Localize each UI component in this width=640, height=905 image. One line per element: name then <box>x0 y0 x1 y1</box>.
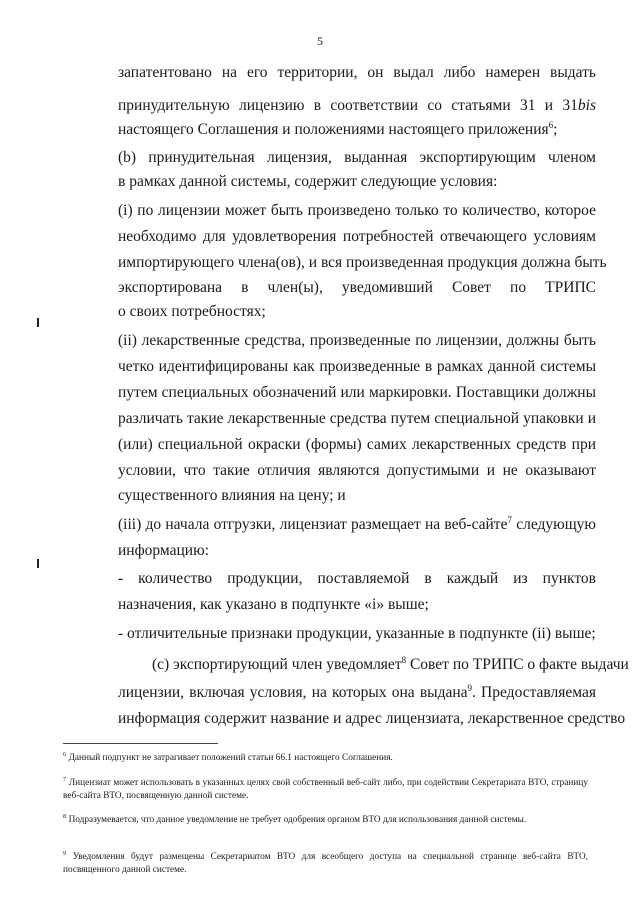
body-line: информация содержит название и адрес лицензиата, лекарственное средство <box>118 710 626 727</box>
body-line: существенного влияния на цену; и <box>118 487 346 504</box>
body-line: назначения, как указано в подпункте «i» выше; <box>118 596 429 613</box>
body-line: принудительную лицензию в соответствии со статьями 31 и 31bis <box>118 97 596 114</box>
body-line: различать такие лекарственные средства путем специальной упаковки и <box>118 410 596 427</box>
list-item-quantity: - количество продукции, поставляемой в каждый из пунктов <box>118 570 596 587</box>
footnote-ref-9: 9 <box>467 683 473 693</box>
footnote-ref-8: 8 <box>401 655 407 665</box>
body-line: в рамках данной системы, содержит следующие условия: <box>118 173 498 190</box>
clause-i: (i) по лицензии может быть произведено только то количество, которое <box>118 202 596 219</box>
footnote-6: $^6$ Данный подпункт не затрагивает положений статьи 66.1 настоящего Соглашения. <box>63 751 393 763</box>
body-line: экспортирована в член(ы), уведомивший Совет по ТРИПС <box>118 279 596 296</box>
body-line: импортирующего члена(ов), и вся произведенная продукция должна быть <box>118 254 607 271</box>
clause-iii: (iii) до начала отгрузки, лицензиат размещает на веб-сайте$^7$ следующую <box>118 515 596 533</box>
body-line: необходимо для удовлетворения потребностей отвечающего условиям <box>118 228 596 245</box>
body-line: запатентовано на его территории, он выдал либо намерен выдать <box>118 64 596 81</box>
page-number: 5 <box>317 34 323 48</box>
clause-ii: (ii) лекарственные средства, произведенные по лицензии, должны быть <box>118 332 596 349</box>
footnote-ref-7: 7 <box>507 515 512 525</box>
body-line: условии, что такие отличия являются допустимыми и не оказывают <box>118 462 596 479</box>
body-line: о своих потребностях; <box>118 303 266 320</box>
body-line: лицензии, включая условия, на которых она выдана$^9$. Предоставляемая <box>118 683 596 701</box>
list-item-features: - отличительные признаки продукции, указанные в подпункте (ii) выше; <box>118 625 596 642</box>
footnote-ref-6: 6 <box>548 120 554 130</box>
body-line: путем специальных обозначений или маркировки. Поставщики должны <box>118 384 596 401</box>
clause-b: (b) принудительная лицензия, выданная экспортирующим членом <box>118 149 596 166</box>
body-line: (или) специальной окраски (формы) самих лекарственных средств при <box>118 436 596 453</box>
italic-bis: bis <box>577 97 596 114</box>
footnote-9: $^9$ Уведомления будут размещены Секретариатом ВТО для всеобщего доступа на специальной странице веб-сайта ВТО, посвященного данной системе. <box>63 850 588 875</box>
body-line: четко идентифицированы как произведенные в рамках данной системы <box>118 358 596 375</box>
footnote-separator <box>63 743 218 744</box>
body-line: информацию: <box>118 542 209 559</box>
body-line: настоящего Соглашения и положениями настоящего приложения$^6$; <box>118 120 558 138</box>
margin-mark <box>37 318 39 327</box>
margin-mark <box>37 559 39 568</box>
footnote-8: $^8$ Подразумевается, что данное уведомление не требует одобрения органом ВТО для использования данной системы. <box>63 813 527 825</box>
footnote-7: $^7$ Лицензиат может использовать в указанных целях свой собственный веб-сайт либо, при содействии Секретариата ВТО, страницу веб-сайта ВТО, посвященную данной системе. <box>63 776 588 801</box>
clause-c: (c) экспортирующий член уведомляет$^8$ Совет по ТРИПС о факте выдачи <box>152 655 629 673</box>
